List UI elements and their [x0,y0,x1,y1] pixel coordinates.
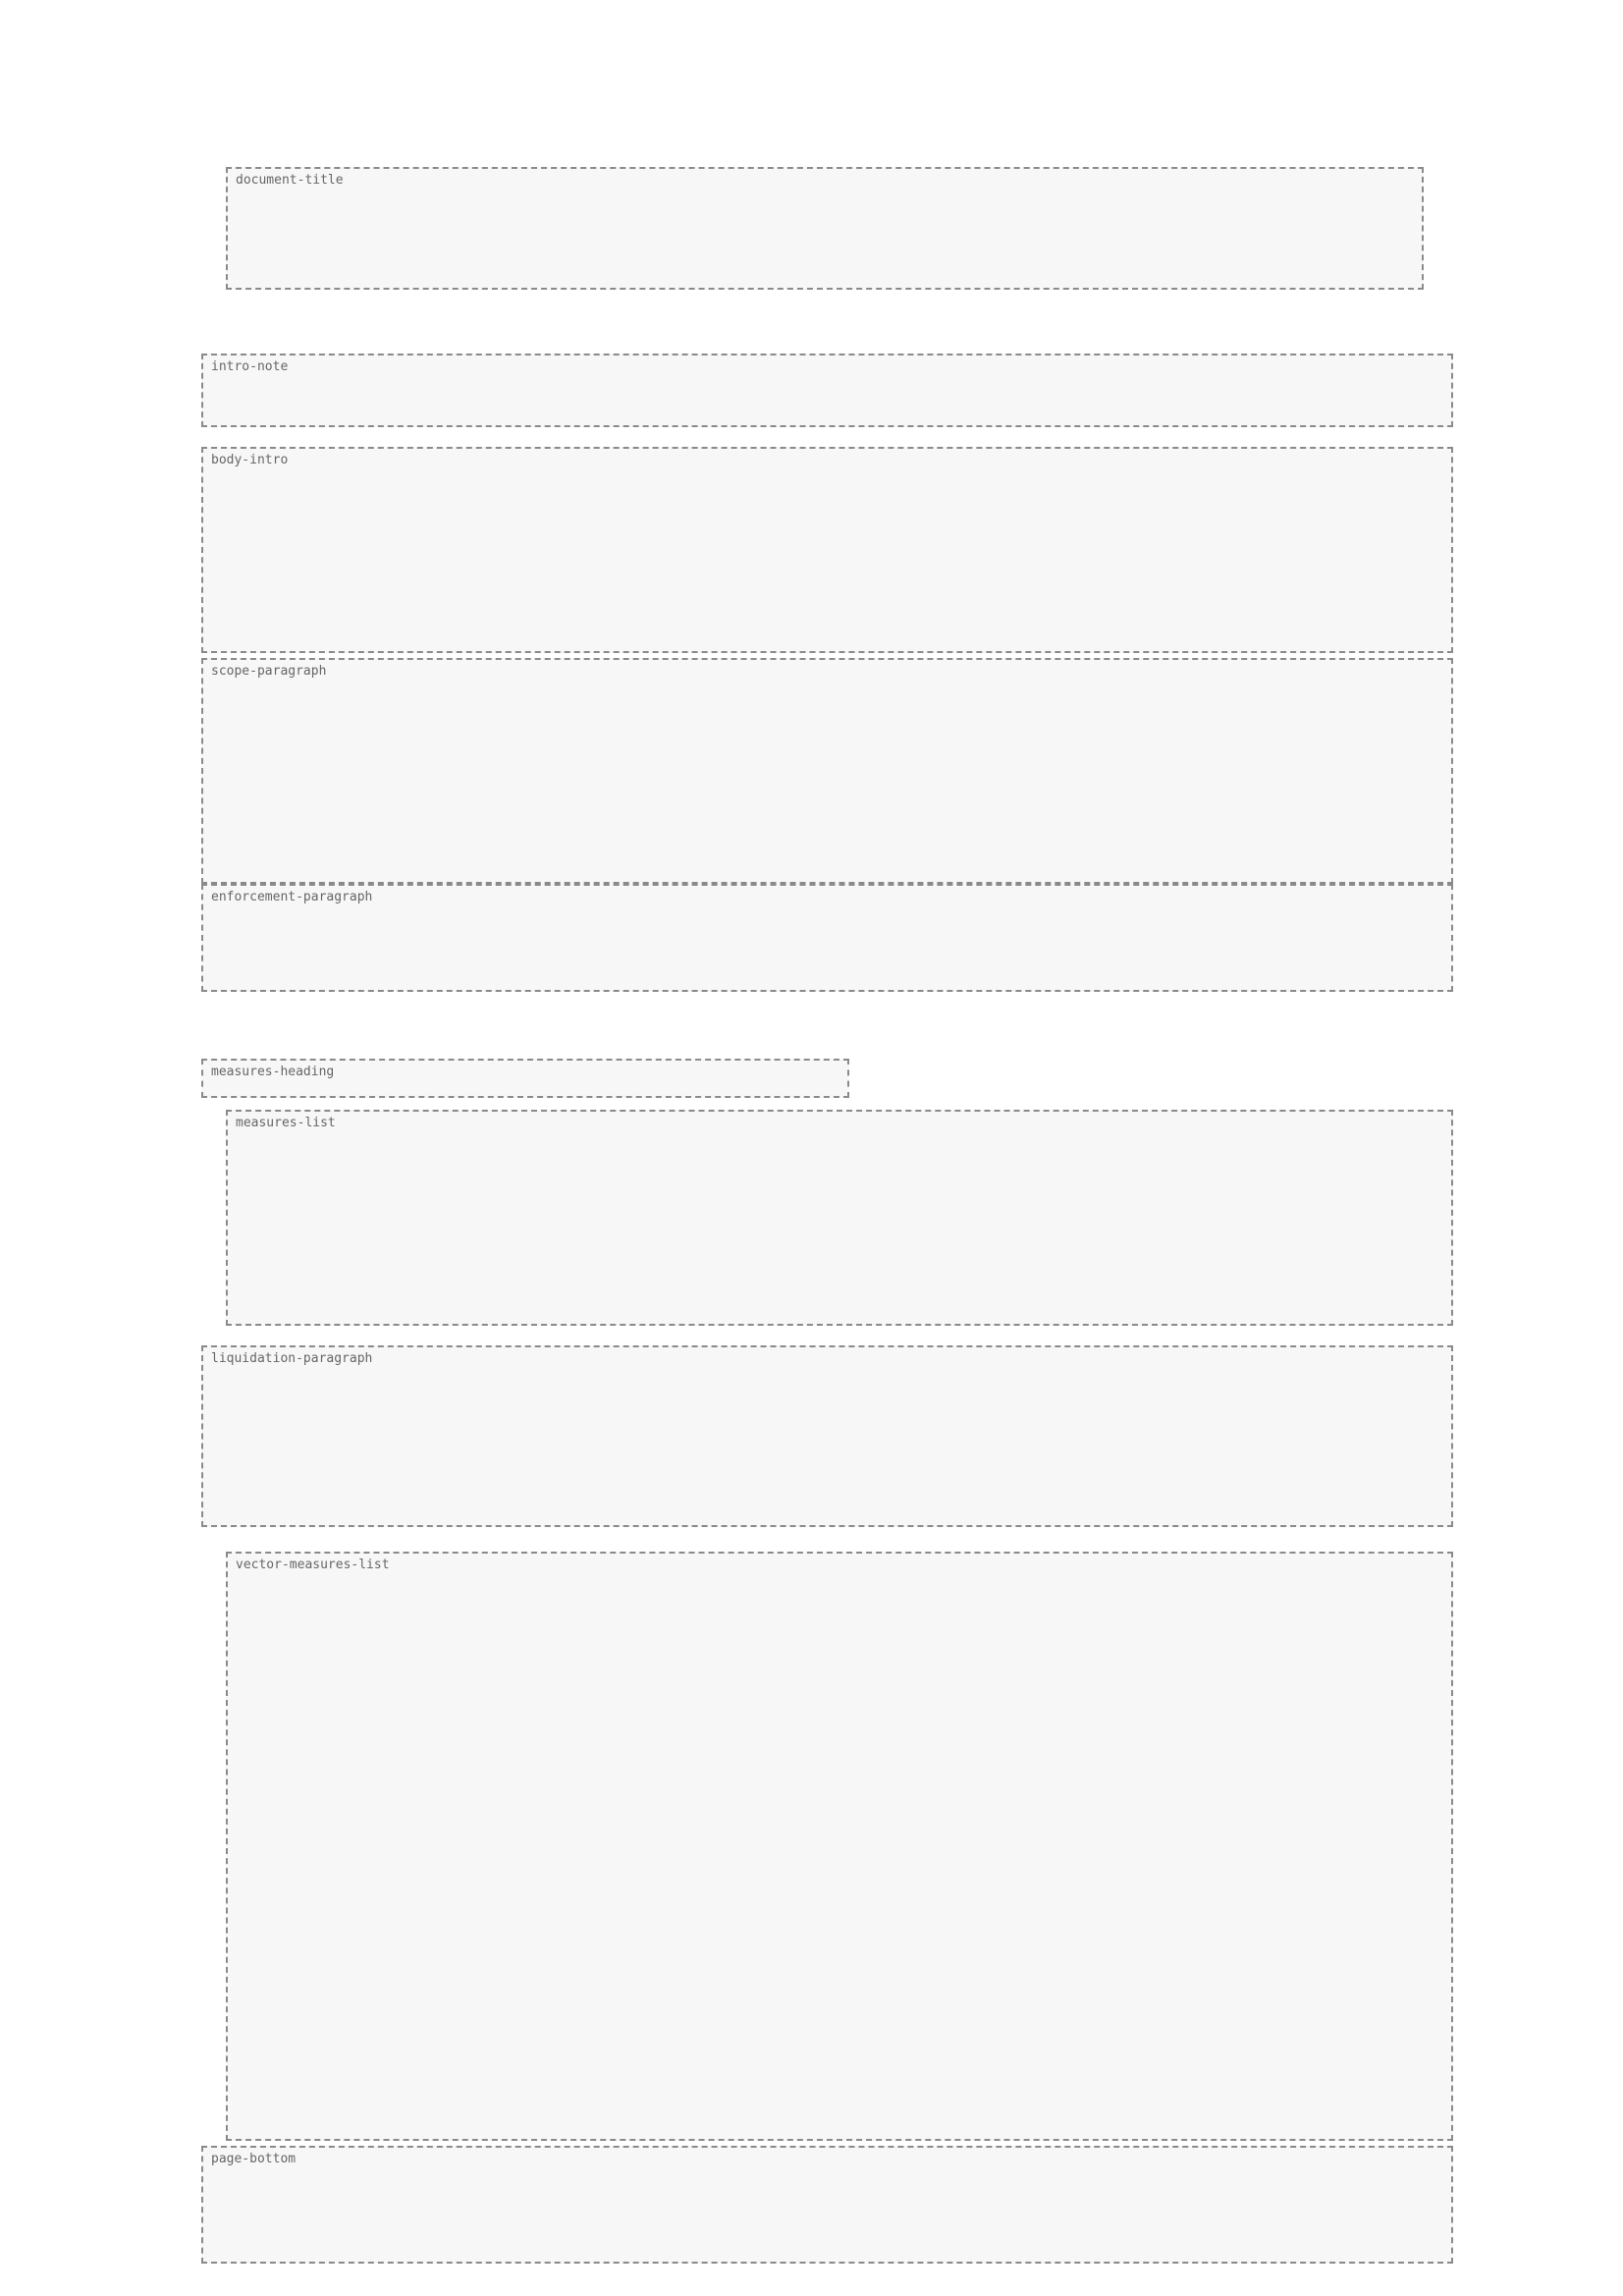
intro-note [201,354,1453,427]
document-title [226,167,1424,290]
scope-paragraph [201,658,1453,884]
liquidation-paragraph [201,1345,1453,1527]
page-bottom [201,2146,1453,2264]
body-intro [201,447,1453,653]
vector-measures-list [226,1552,1453,2141]
measures-list [226,1110,1453,1326]
enforcement-paragraph [201,884,1453,992]
measures-heading [201,1059,849,1098]
